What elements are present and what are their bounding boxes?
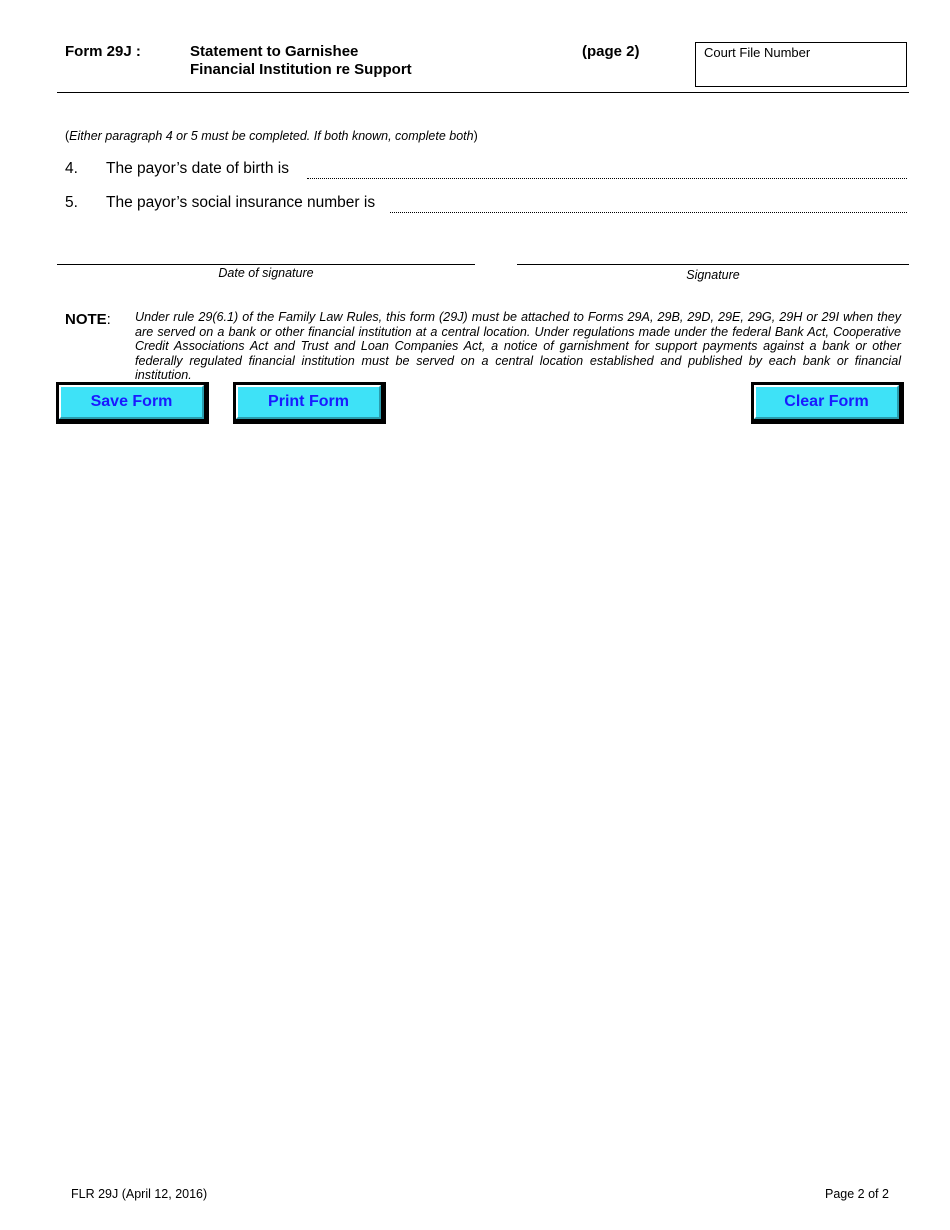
page-label: (page 2)	[582, 43, 640, 60]
print-form-label: Print Form	[236, 385, 381, 419]
date-of-signature-caption: Date of signature	[218, 266, 314, 280]
item-4-number: 4.	[65, 160, 78, 177]
note-text: Under rule 29(6.1) of the Family Law Rules, this form (29J) must be attached to Forms 29A, 29B, 29D, 29E, 29G, 29H or 29I when they are served on a bank or other financial institution at a central location. Under regulations made under the federal Bank Act, Cooperative Credit Associations Act and Trust and Loan Companies Act, a notice of garnishment for support payments against a bank or other federally regulated financial institution must be served on a central location established and published by each bank or financial institution.	[135, 310, 901, 383]
signature-line	[517, 264, 909, 265]
save-form-button[interactable]	[56, 382, 209, 424]
instruction-open-paren: (	[65, 129, 70, 143]
note-label: NOTE:	[65, 311, 111, 328]
date-of-birth-fill-line	[307, 178, 907, 179]
payor-sin-input[interactable]	[392, 192, 910, 214]
clear-form-label: Clear Form	[754, 385, 899, 419]
form-title-line2: Financial Institution re Support	[190, 61, 412, 78]
court-file-number-label: Court File Number	[704, 45, 811, 60]
sin-fill-line	[390, 212, 907, 213]
instruction	[65, 129, 478, 143]
item-5-number: 5.	[65, 194, 78, 211]
instruction-text: Either paragraph 4 or 5 must be completed. If both known, complete both	[69, 129, 474, 143]
header-divider	[57, 92, 909, 93]
note-colon: :	[106, 311, 111, 328]
footer-form-id: FLR 29J (April 12, 2016)	[71, 1187, 208, 1201]
save-form-label: Save Form	[59, 385, 204, 419]
signature-caption: Signature	[686, 268, 740, 282]
print-form-button[interactable]	[233, 382, 386, 424]
form-title-line1: Statement to Garnishee	[190, 43, 359, 60]
item-5-label: The payor’s social insurance number is	[106, 194, 376, 211]
instruction-close-paren: )	[473, 129, 478, 143]
court-file-number-box	[695, 42, 907, 87]
clear-form-button[interactable]	[751, 382, 904, 424]
payor-date-of-birth-input[interactable]	[309, 158, 910, 180]
date-of-signature-line	[57, 264, 475, 265]
item-4-label: The payor’s date of birth is	[106, 160, 289, 177]
court-file-number-input[interactable]	[702, 63, 900, 85]
form-number: Form 29J :	[65, 43, 141, 60]
footer-page-number: Page 2 of 2	[825, 1187, 889, 1201]
